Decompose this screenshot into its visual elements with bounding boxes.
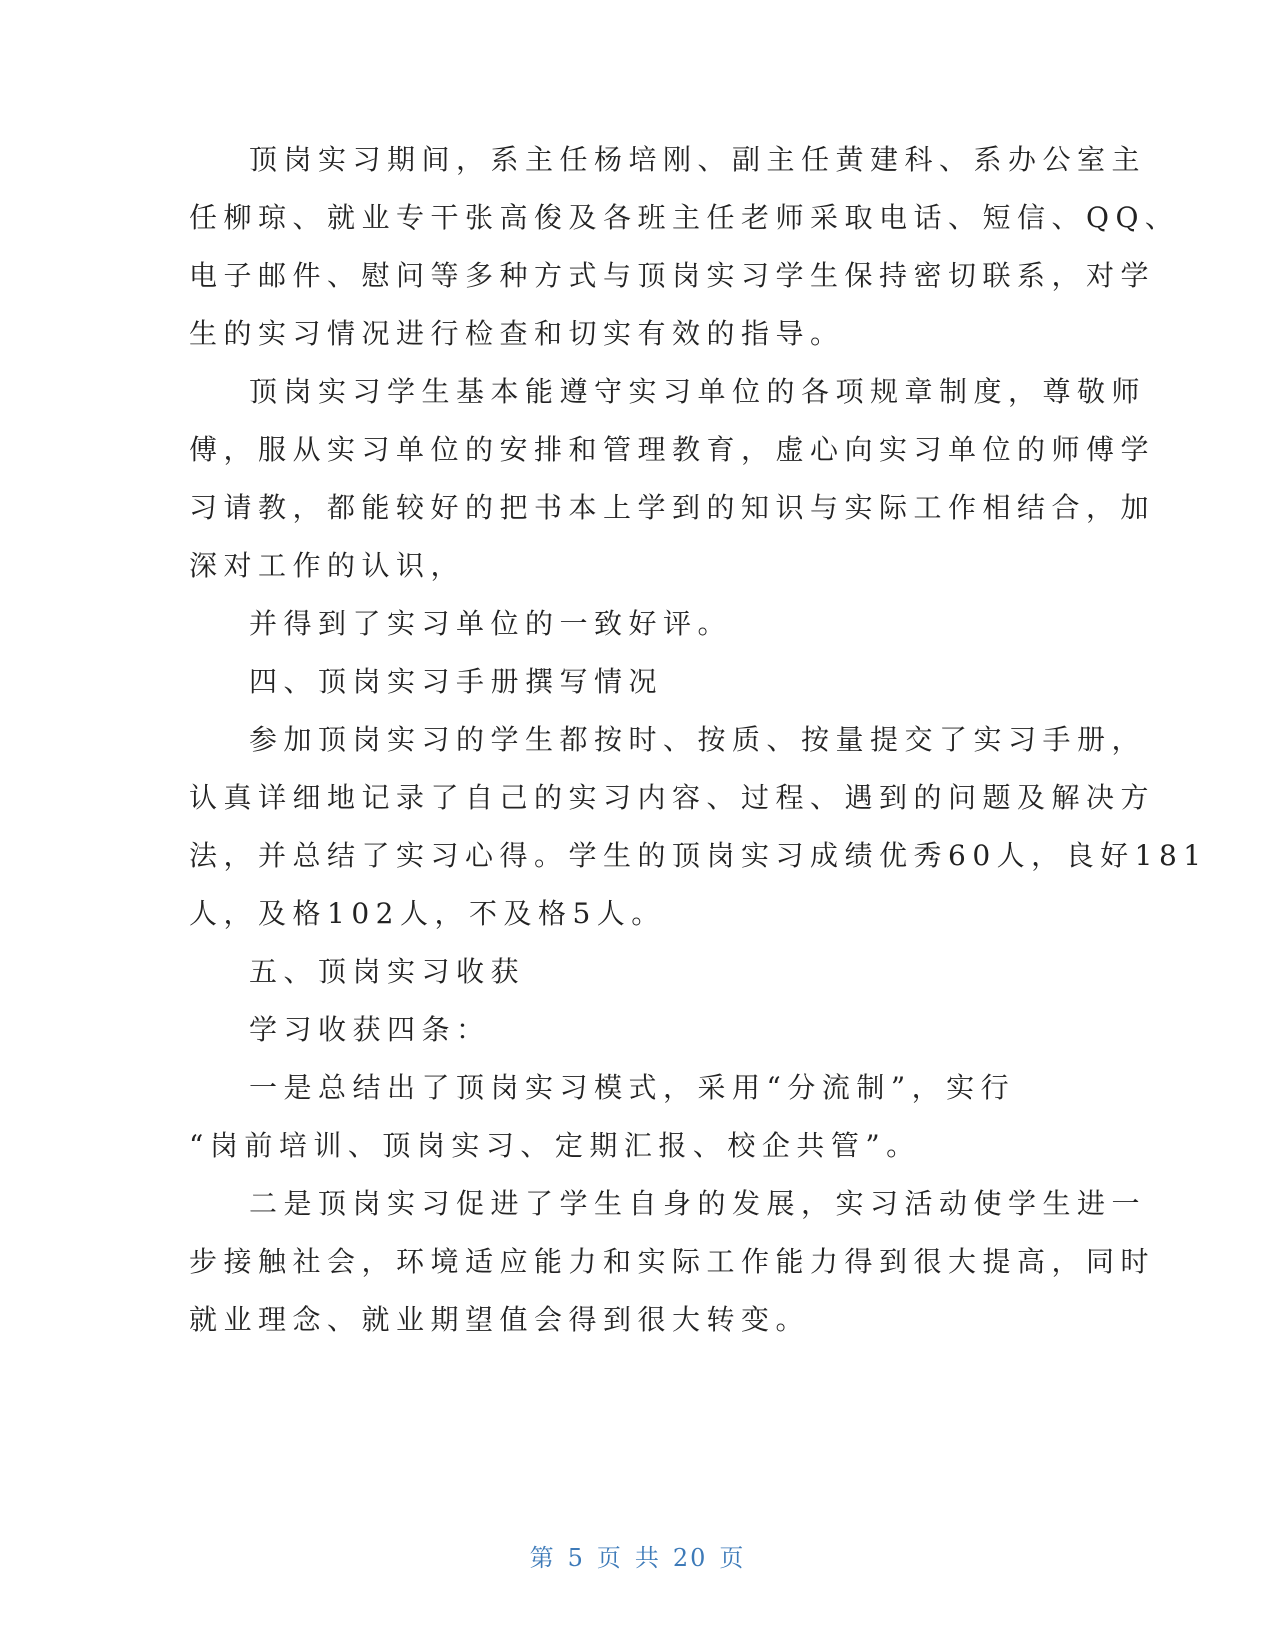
footer-page-word: 页 xyxy=(596,1544,623,1572)
footer-current-page: 5 xyxy=(567,1544,585,1572)
paragraph-line: 参加顶岗实习的学生都按时、按质、按量提交了实习手册， xyxy=(249,723,1147,756)
paragraph-line: 并得到了实习单位的一致好评。 xyxy=(249,607,733,640)
paragraph-line: 法，并总结了实习心得。学生的顶岗实习成绩优秀60人，良好181 xyxy=(189,839,1208,872)
paragraph-line: 顶岗实习学生基本能遵守实习单位的各项规章制度，尊敬师 xyxy=(249,375,1147,408)
paragraph-line: 任柳琼、就业专干张高俊及各班主任老师采取电话、短信、QQ、 xyxy=(189,201,1180,234)
footer-prefix: 第 xyxy=(529,1544,556,1572)
paragraph-line: 电子邮件、慰问等多种方式与顶岗实习学生保持密切联系，对学 xyxy=(189,259,1156,292)
paragraph-line: 学习收获四条： xyxy=(249,1013,491,1046)
paragraph-line: 一是总结出了顶岗实习模式，采用“分流制”，实行 xyxy=(249,1071,1016,1104)
section-heading: 四、顶岗实习手册撰写情况 xyxy=(249,665,664,698)
paragraph-line: 深对工作的认识， xyxy=(189,549,466,582)
section-heading: 五、顶岗实习收获 xyxy=(249,955,526,988)
paragraph-line: 傅，服从实习单位的安排和管理教育，虚心向实习单位的师傅学 xyxy=(189,433,1156,466)
paragraph-line: 习请教，都能较好的把书本上学到的知识与实际工作相结合，加 xyxy=(189,491,1156,524)
paragraph-line: 顶岗实习期间，系主任杨培刚、副主任黄建科、系办公室主 xyxy=(249,143,1147,176)
footer-total-pages: 20 xyxy=(672,1544,708,1572)
paragraph-line: 认真详细地记录了自己的实习内容、过程、遇到的问题及解决方 xyxy=(189,781,1156,814)
paragraph-line: 二是顶岗实习促进了学生自身的发展，实习活动使学生进一 xyxy=(249,1187,1147,1220)
footer-suffix: 页 xyxy=(719,1544,746,1572)
footer-total-word: 共 xyxy=(634,1544,661,1572)
paragraph-line: 人，及格102人，不及格5人。 xyxy=(189,897,666,930)
paragraph-line: 步接触社会，环境适应能力和实际工作能力得到很大提高，同时 xyxy=(189,1245,1156,1278)
paragraph-line: “岗前培训、顶岗实习、定期汇报、校企共管”。 xyxy=(189,1129,921,1162)
paragraph-line: 生的实习情况进行检查和切实有效的指导。 xyxy=(189,317,845,350)
paragraph-line: 就业理念、就业期望值会得到很大转变。 xyxy=(189,1303,811,1336)
page-number-footer xyxy=(0,1538,1275,1573)
